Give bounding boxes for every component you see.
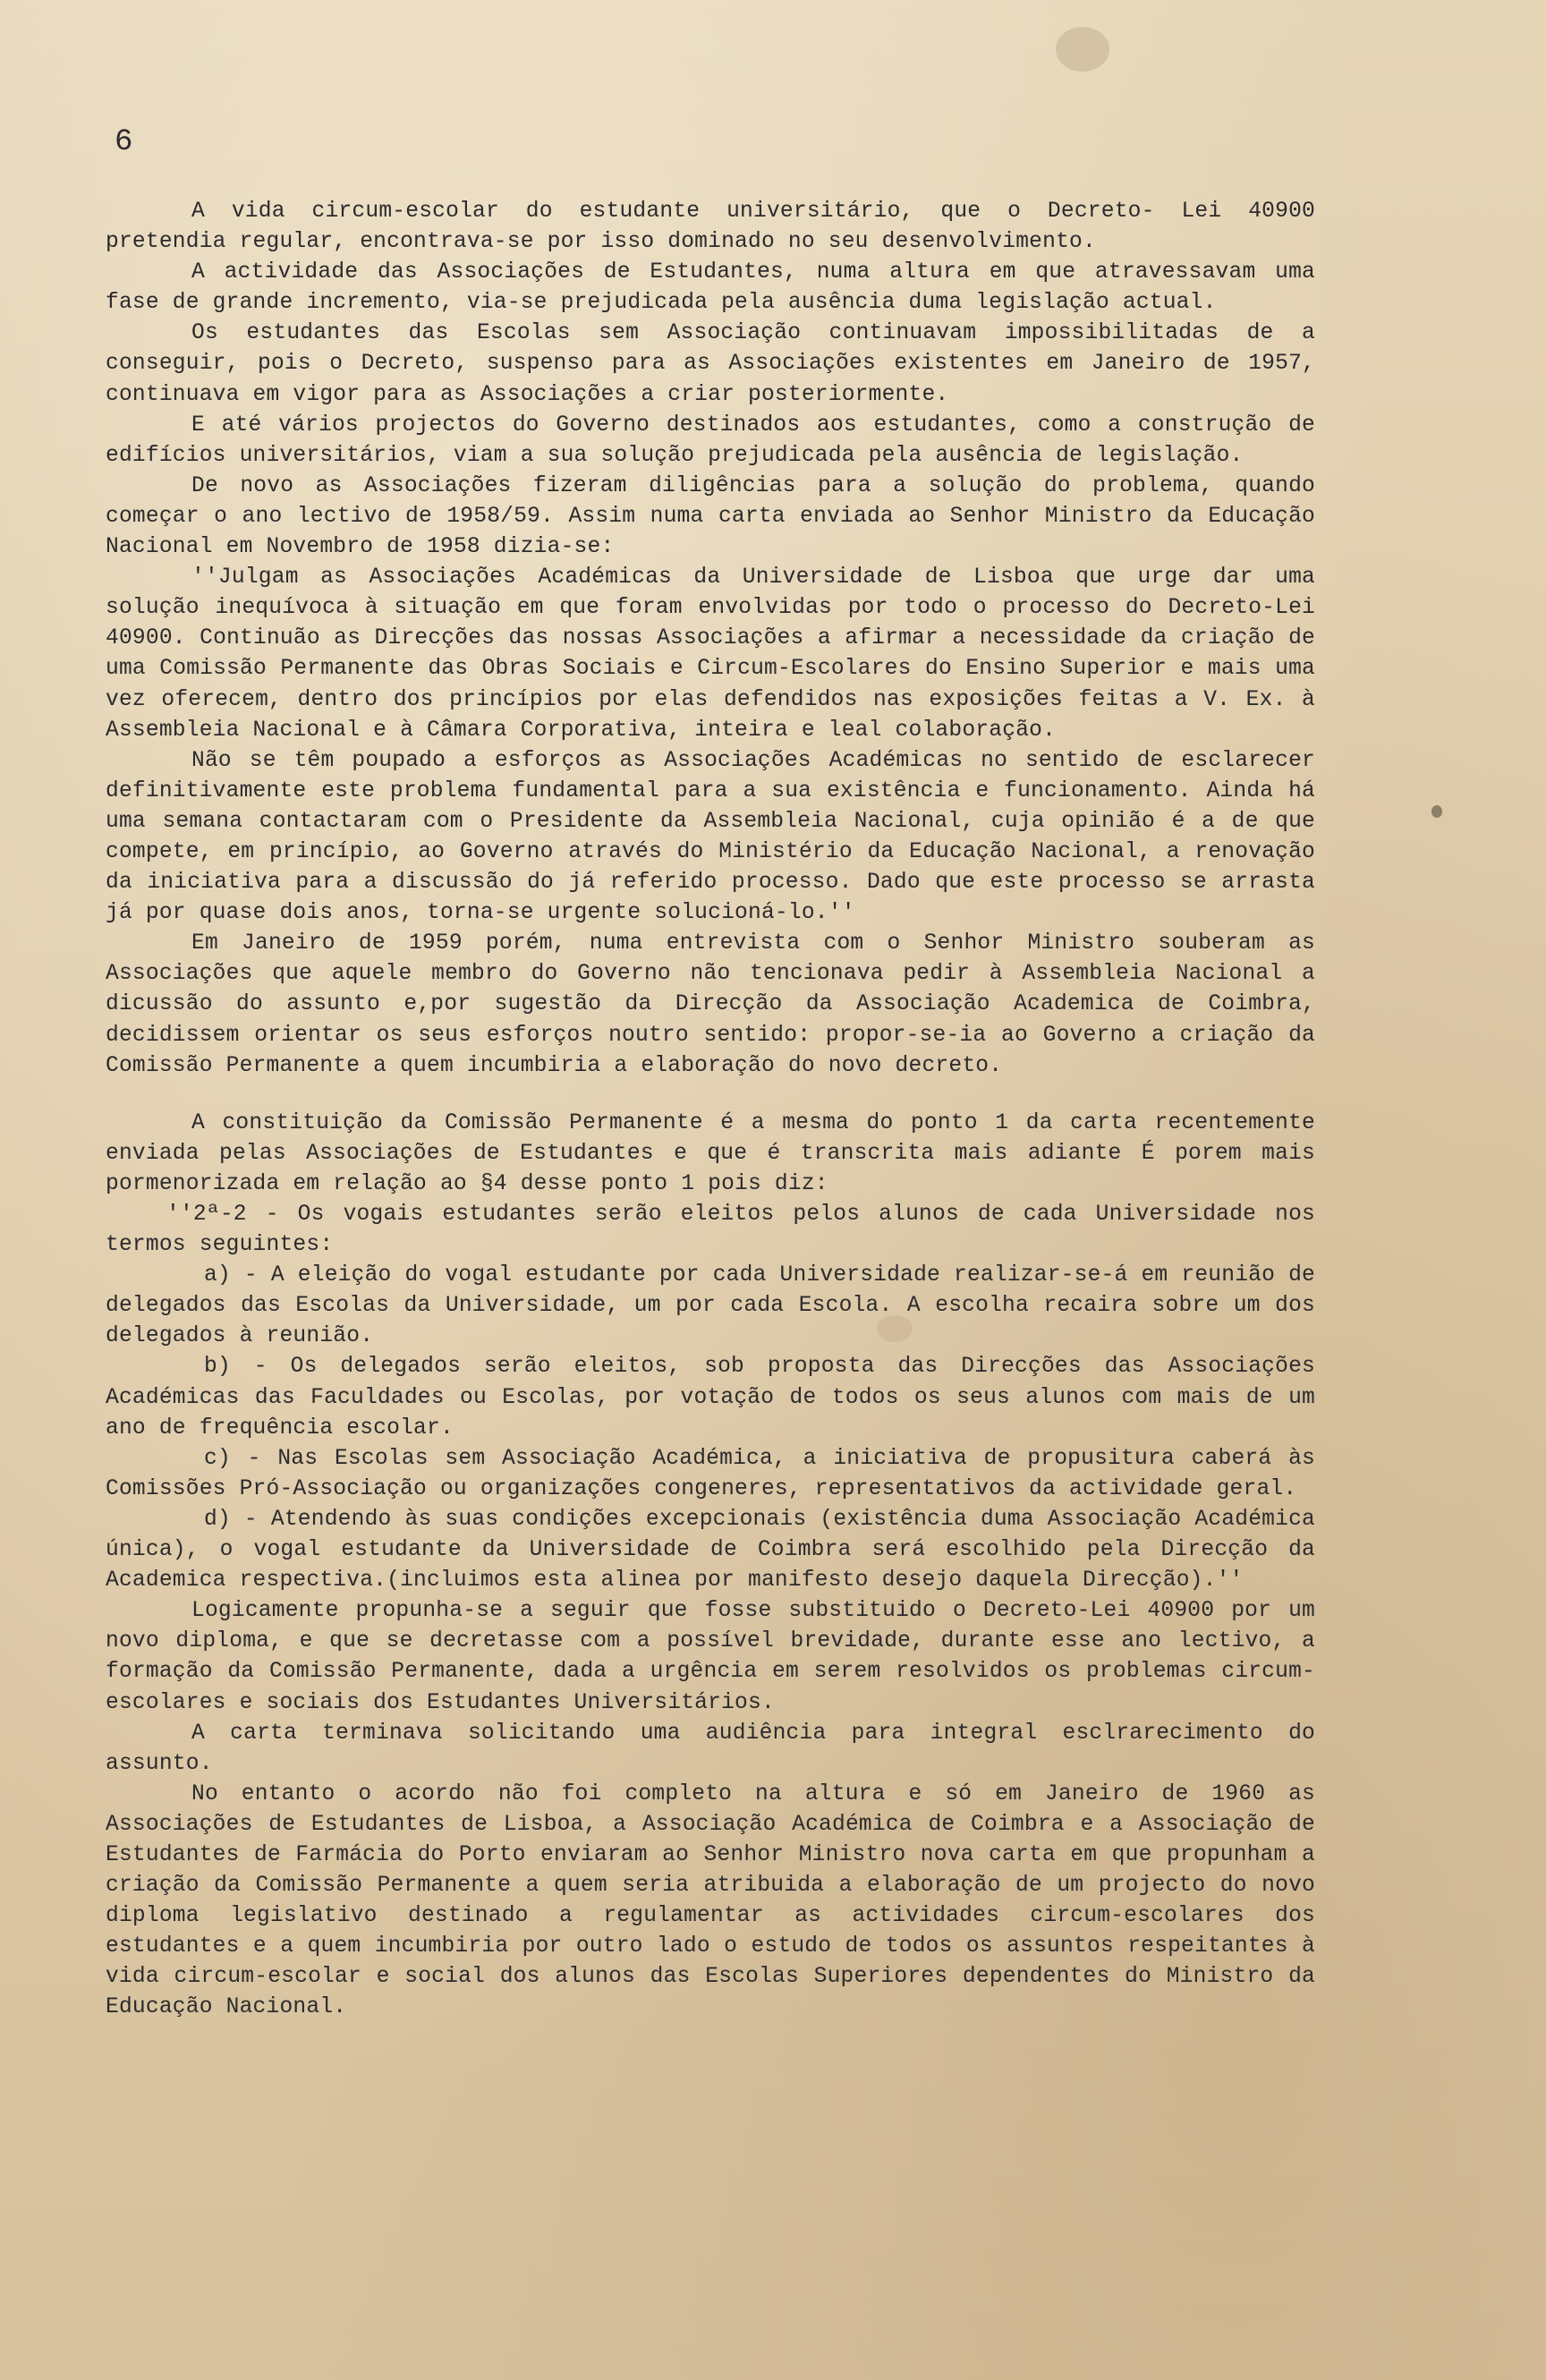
paragraph: ''Julgam as Associações Académicas da Universidade de Lisboa que urge dar uma solução inequívoca à situação em que foram envolvidas por todo o processo do Decreto-Lei 40900. Continuão as Direcções das nossas Associações a afirmar a necessidade da criação de uma Comissão Permanente das Obras Sociais e Circum-Escolares do Ensino Superior e mais uma vez oferecem, dentro dos princípios por elas defendidos nas exposições feitas a V. Ex. à Assembleia Nacional e à Câmara Corporativa, inteira e leal colaboração. (106, 565, 1315, 743)
paragraph: A actividade das Associações de Estudantes, numa altura em que atravessavam uma fase de grande incremento, via-se prejudicada pela ausência duma legislação actual. (106, 260, 1315, 316)
paragraph: a) - A eleição do vogal estudante por cada Universidade realizar-se-á em reunião de delegados das Escolas da Universidade, um por cada Escola. A escolha recaira sobre um dos delegados à reunião. (106, 1263, 1315, 1349)
paragraph: ''2ª-2 - Os vogais estudantes serão eleitos pelos alunos de cada Universidade nos termos seguintes: (106, 1203, 1315, 1258)
paper-stain (1431, 805, 1442, 818)
paragraph: A carta terminava solicitando uma audiência para integral esclrarecimento do assunto. (106, 1721, 1315, 1776)
typewritten-body (106, 197, 1315, 2024)
page-number: 6 (115, 125, 134, 159)
paragraph: De novo as Associações fizeram diligências para a solução do problema, quando começar o ano lectivo de 1958/59. Assim numa carta enviada ao Senhor Ministro da Educação Nacional em Novembro de 1958 dizia-se: (106, 473, 1315, 560)
paragraph: b) - Os delegados serão eleitos, sob proposta das Direcções das Associações Académicas das Faculdades ou Escolas, por votação de todos os seus alunos com mais de um ano de frequência escolar. (106, 1355, 1315, 1441)
paragraph: d) - Atendendo às suas condições excepcionais (existência duma Associação Académica única), o vogal estudante da Universidade de Coimbra será escolhido pela Direcção da Academica respectiva.(incluimos esta alinea por manifesto desejo daquela Direcção).'' (106, 1507, 1315, 1594)
paragraph: c) - Nas Escolas sem Associação Académica, a iniciativa de propusitura caberá às Comissões Pró-Associação ou organizações congeneres, representativos da actividade geral. (106, 1446, 1315, 1501)
paragraph: Logicamente propunha-se a seguir que fosse substituido o Decreto-Lei 40900 por um novo diploma, e que se decretasse com a possível brevidade, durante esse ano lectivo, a formação da Comissão Permanente, dada a urgência em serem resolvidos os problemas circum-escolares e sociais dos Estudantes Universitários. (106, 1599, 1315, 1715)
paragraph: Não se têm poupado a esforços as Associações Académicas no sentido de esclarecer definitivamente este problema fundamental para a sua existência e funcionamento. Ainda há uma semana contactaram com o Presidente da Assembleia Nacional, cuja opinião é a de que compete, em princípio, ao Governo através do Ministério da Educação Nacional, a renovação da iniciativa para a discussão do já referido processo. Dado que este processo se arrasta já por quase dois anos, torna-se urgente solucioná-lo.'' (106, 748, 1315, 926)
paragraph: Os estudantes das Escolas sem Associação continuavam impossibilitadas de a conseguir, pois o Decreto, suspenso para as Associações existentes em Janeiro de 1957, continuava em vigor para as Associações a criar posteriormente. (106, 321, 1315, 407)
paragraph: A vida circum-escolar do estudante universitário, que o Decreto- Lei 40900 pretendia regular, encontrava-se por isso dominado no seu desenvolvimento. (106, 200, 1315, 255)
paragraph: No entanto o acordo não foi completo na altura e só em Janeiro de 1960 as Associações de Estudantes de Lisboa, a Associação Académica de Coimbra e a Associação de Estudantes de Farmácia do Porto enviaram ao Senhor Ministro nova carta em que propunham a criação da Comissão Permanente a quem seria atribuida a elaboração de um projecto do novo diploma legislativo destinado a regulamentar as actividades circum-escolares dos estudantes e a quem incumbiria por outro lado o estudo de todos os assuntos respeitantes à vida circum-escolar e social dos alunos das Escolas Superiores dependentes do Ministro da Educação Nacional. (106, 1781, 1315, 2020)
paper-stain (1056, 27, 1109, 72)
section-gap (106, 1082, 1315, 1109)
paragraph: A constituição da Comissão Permanente é a mesma do ponto 1 da carta recentemente enviada pelas Associações de Estudantes e que é transcrita mais adiante É porem mais pormenorizada em relação ao §4 desse ponto 1 pois diz: (106, 1110, 1315, 1196)
paragraph: Em Janeiro de 1959 porém, numa entrevista com o Senhor Ministro souberam as Associações que aquele membro do Governo não tencionava pedir à Assembleia Nacional a dicussão do assunto e,por sugestão da Direcção da Associação Academica de Coimbra, decidissem orientar os seus esforços noutro sentido: propor-se-ia ao Governo a criação da Comissão Permanente a quem incumbiria a elaboração do novo decreto. (106, 931, 1315, 1078)
paragraph: E até vários projectos do Governo destinados aos estudantes, como a construção de edifícios universitários, viam a sua solução prejudicada pela ausência de legislação. (106, 412, 1315, 468)
